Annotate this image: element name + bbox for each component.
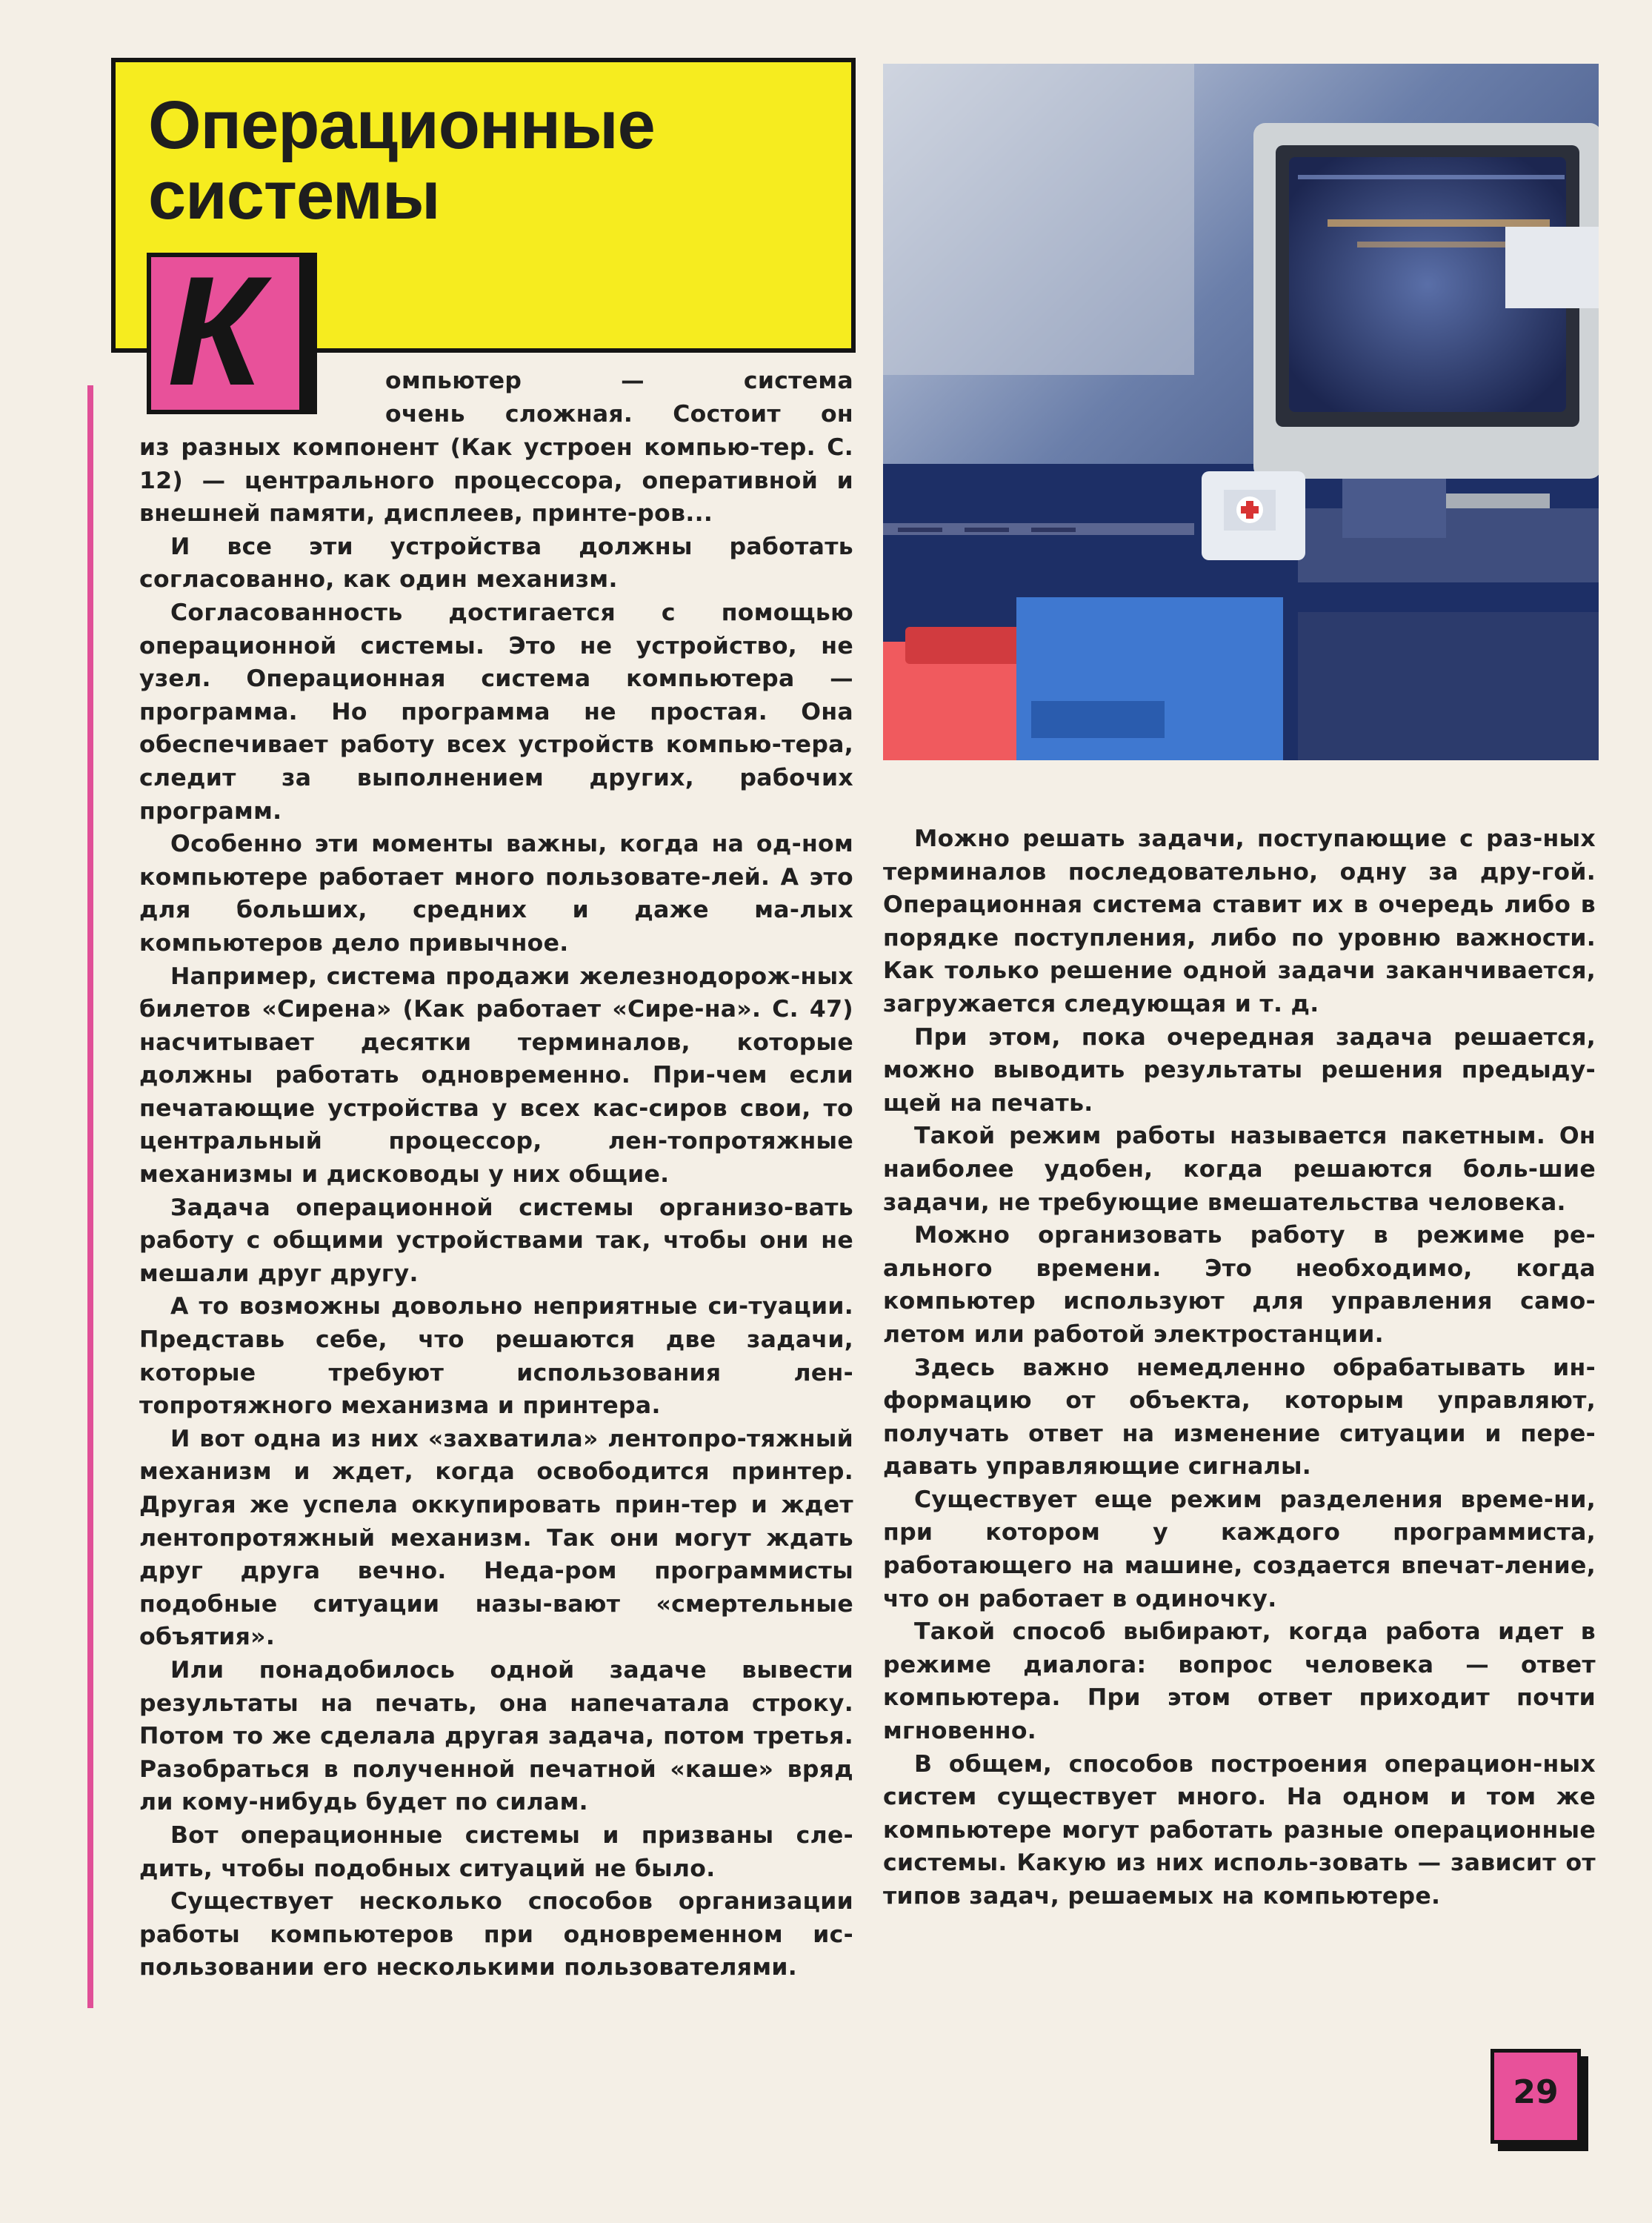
opening-lines	[385, 365, 853, 431]
paragraph: Такой способ выбирают, когда работа идет в режиме диалога: вопрос человека — ответ компьютера. При этом ответ приходит почти мгновенно.	[883, 1618, 1596, 1745]
pink-margin-rule	[87, 385, 93, 2008]
paragraph: из разных компонент (Как устроен компью-тер. С. 12) — центрального процессора, оперативной и внешней памяти, дисплеев, принте-ров...	[139, 434, 853, 528]
paragraph: А то возможны довольно неприятные си-туации. Представь себе, что решаются две задачи, которые требуют использования лен-топротяжного механизма и принтера.	[139, 1293, 853, 1420]
paragraph: При этом, пока очередная задача решается, можно выводить результаты решения предыду-щей на печать.	[883, 1023, 1596, 1117]
computer-photo-illustration	[883, 64, 1599, 760]
paragraph: Или понадобилось одной задаче вывести результаты на печать, она напечатала строку. Потом то же сделала другая задача, потом третья. Разобраться в полученной печатной «каше» вряд ли кому-нибудь будет по силам.	[139, 1656, 853, 1816]
right-text-column	[883, 823, 1596, 1913]
paragraph: Задача операционной системы организо-вать работу с общими устройствами так, чтобы они не мешали друг другу.	[139, 1194, 853, 1287]
paragraph: В общем, способов построения операцион-ных систем существует много. На одном и том же компьютере могут работать разные операционные системы. Какую из них исполь-зовать — зависит от типов задач, решаемых на компьютере.	[883, 1750, 1596, 1910]
paragraph: Можно решать задачи, поступающие с раз-ных терминалов последовательно, одну за дру-гой. Операционная система ставит их в очередь либо в порядке поступления, либо по уровню важности. Как только решение одной задачи заканчивается, загружается следующая и т. д.	[883, 825, 1596, 1017]
paragraph: Здесь важно немедленно обрабатывать ин-формацию от объекта, которым управляют, получать ответ на изменение ситуации и пере-давать управляющие сигналы.	[883, 1354, 1596, 1481]
opening-line-2: очень сложная. Состоит он	[385, 400, 853, 428]
opening-line-1: омпьютер — система	[385, 368, 853, 394]
page-title	[148, 87, 655, 233]
paragraph: И вот одна из них «захватила» лентопро-тяжный механизм и ждет, когда освободится принтер. Другая же успела оккупировать прин-тер и ждет лентопротяжный механизм. Так они могут ждать друг друга вечно. Неда-ром программисты подобные ситуации назы-вают «смертельные объятия».	[139, 1425, 853, 1651]
page-number-box	[1491, 2049, 1581, 2144]
paragraph: Можно организовать работу в режиме ре-ального времени. Это необходимо, когда компьютер используют для управления само-летом или работой электростанции.	[883, 1222, 1596, 1348]
computer-photo	[883, 64, 1599, 760]
page-number: 29	[1513, 2073, 1559, 2111]
drop-cap-letter: К	[167, 244, 264, 418]
left-text-column	[139, 431, 853, 1984]
paragraph: И все эти устройства должны работать согласованно, как один механизм.	[139, 533, 853, 594]
paragraph: Вот операционные системы и призваны сле-дить, чтобы подобных ситуаций не было.	[139, 1821, 853, 1882]
paragraph: Такой режим работы называется пакетным. Он наиболее удобен, когда решаются боль-шие задачи, не требующие вмешательства человека.	[883, 1123, 1596, 1216]
paragraph: Особенно эти моменты важны, когда на од-ном компьютере работает много пользовате-лей. А это для больших, средних и даже ма-лых компьютеров дело привычное.	[139, 831, 853, 957]
paragraph: Например, система продажи железнодорож-ных билетов «Сирена» (Как работает «Сире-на». С. 47) насчитывает десятки терминалов, которые должны работать одновременно. При-чем если печатающие устройства у всех кас-сиров свои, то центральный процессор, лен-топротяжные механизмы и дисководы у них общие.	[139, 963, 853, 1189]
page-title-line2: системы	[148, 158, 440, 233]
drop-cap-box	[147, 244, 304, 418]
page-title-line1: Операционные	[148, 87, 655, 163]
paragraph: Существует еще режим разделения време-ни, при котором у каждого программиста, работающего на машине, создается впечат-ление, что он работает в одиночку.	[883, 1486, 1596, 1612]
paragraph: Существует несколько способов организации работы компьютеров при одновременном ис-пользовании его несколькими пользователями.	[139, 1888, 853, 1981]
paragraph: Согласованность достигается с помощью операционной системы. Это не устройство, не узел. Операционная система компьютера — программа. Но программа не простая. Она обеспечивает работу всех устройств компью-тера, следит за выполнением других, рабочих программ.	[139, 599, 853, 825]
